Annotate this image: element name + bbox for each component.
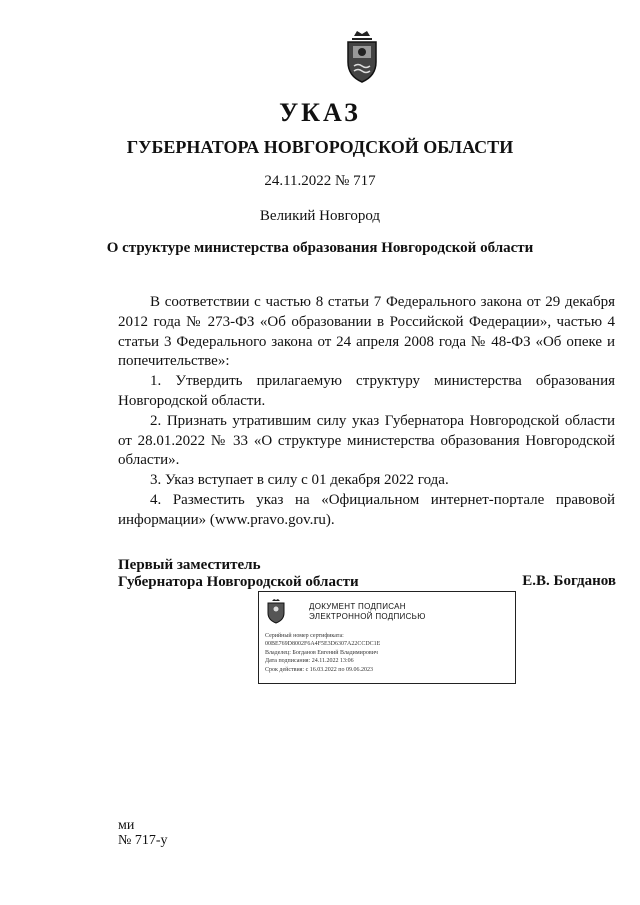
body-paragraph-2: 2. Признать утратившим силу указ Губернатора Новгородской области от 28.01.2022 № 33 «О структуре министерства образования Новгородской области». (118, 412, 615, 469)
stamp-header-line2: ЭЛЕКТРОННОЙ ПОДПИСЬЮ (309, 612, 426, 621)
stamp-details (265, 632, 380, 674)
body-paragraph-4: 4. Разместить указ на «Официальном интернет-портале правовой информации» (www.pravo.gov.ru). (118, 491, 615, 528)
document-date-number: 24.11.2022 № 717 (264, 173, 376, 189)
signer-position (118, 557, 359, 591)
stamp-owner: Владелец: Богданов Евгений Владимирович (265, 649, 378, 656)
signer-name: Е.В. Богданов (522, 573, 616, 589)
stamp-emblem-icon (265, 598, 287, 624)
document-city: Великий Новгород (259, 208, 381, 224)
stamp-cert-label: Серийный номер сертификата: (265, 633, 344, 639)
stamp-header-line1: ДОКУМЕНТ ПОДПИСАН (309, 602, 406, 611)
stamp-validity: Срок действия: с 16.03.2022 по 09.06.2023 (265, 666, 373, 673)
registry-number: № 717-у (118, 833, 168, 848)
stamp-header (309, 602, 426, 622)
registry-initials: ми (118, 818, 135, 833)
document-issuer: ГУБЕРНАТОРА НОВГОРОДСКОЙ ОБЛАСТИ (126, 137, 514, 157)
signer-position-line1: Первый заместитель (118, 557, 261, 573)
stamp-signed-date: Дата подписания: 24.11.2022 13:06 (265, 658, 354, 665)
registry-mark (118, 818, 168, 848)
document-body (118, 293, 615, 531)
body-paragraph-1: 1. Утвердить прилагаемую структуру министерства образования Новгородской области. (118, 373, 615, 409)
signer-position-line2: Губернатора Новгородской области (118, 574, 359, 590)
document-title: УКАЗ (279, 98, 361, 127)
body-paragraph-3: 3. Указ вступает в силу с 01 декабря 2022 года. (150, 472, 449, 489)
coat-of-arms-emblem (340, 28, 384, 84)
electronic-signature-stamp (258, 591, 516, 684)
document-subject: О структуре министерства образования Новгородской области (106, 240, 534, 256)
body-paragraph-preamble: В соответствии с частью 8 статьи 7 Федерального закона от 29 декабря 2012 года № 273-ФЗ «Об образовании в Российской Федерации», частью 4 статьи 3 Федерального закона от 24 апреля 2008 года № 48-ФЗ «Об опеке и попечительстве»: (118, 294, 615, 370)
stamp-cert-serial: 00BE769D8002F6A4F5E3D6307A22CCDC1E (265, 641, 381, 648)
